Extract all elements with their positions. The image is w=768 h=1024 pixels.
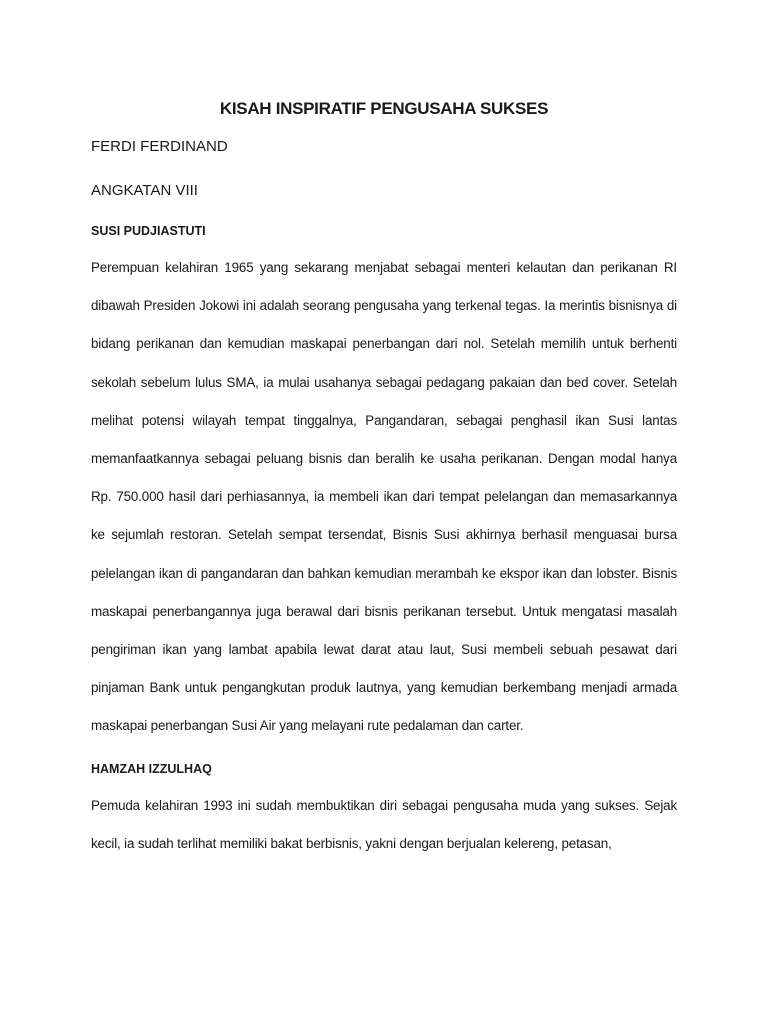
author-name: FERDI FERDINAND <box>91 138 228 155</box>
document-title: KISAH INSPIRATIF PENGUSAHA SUKSES <box>219 99 549 118</box>
section-heading-susi: SUSI PUDJIASTUTI <box>91 224 206 238</box>
section-paragraph-hamzah: Pemuda kelahiran 1993 ini sudah membuktikan diri sebagai pengusaha muda yang sukses. Sejak kecil, ia sudah terlihat memiliki bakat berbisnis, yakni dengan berjualan kelereng, petasan, <box>91 797 677 851</box>
section-heading-hamzah: HAMZAH IZZULHAQ <box>91 761 212 776</box>
section-paragraph-susi: Perempuan kelahiran 1965 yang sekarang menjabat sebagai menteri kelautan dan perikanan RI dibawah Presiden Jokowi ini adalah seorang pengusaha yang terkenal tegas. Ia merintis bisnisnya di bidang perikanan dan kemudian maskapai penerbangan dari nol. Setelah memilih untuk berhenti sekolah sebelum lulus SMA, ia mulai usahanya sebagai pedagang pakaian dan bed cover. Setelah melihat potensi wilayah tempat tinggalnya, Pangandaran, sebagai penghasil ikan Susi lantas memanfaatkannya sebagai peluang bisnis dan beralih ke usaha perikanan. Dengan modal hanya Rp. 750.000 hasil dari perhiasannya, ia membeli ikan dari tempat pelelangan dan memasarkannya ke sejumlah restoran. Setelah sempat tersendat, Bisnis Susi akhirnya berhasil menguasai bursa pelelangan ikan di pangandaran dan bahkan kemudian merambah ke ekspor ikan dan lobster. Bisnis maskapai penerbangannya juga berawal dari bisnis perikanan tersebut. Untuk mengatasi masalah pengiriman ikan yang lambat apabila lewat darat atau laut, Susi membeli sebuah pesawat dari pinjaman Bank untuk pengangkutan produk lautnya, yang kemudian berkembang menjadi armada maskapai penerbangan Susi Air yang melayani rute pedalaman dan carter. <box>91 260 677 734</box>
batch-label: ANGKATAN VIII <box>91 182 198 199</box>
